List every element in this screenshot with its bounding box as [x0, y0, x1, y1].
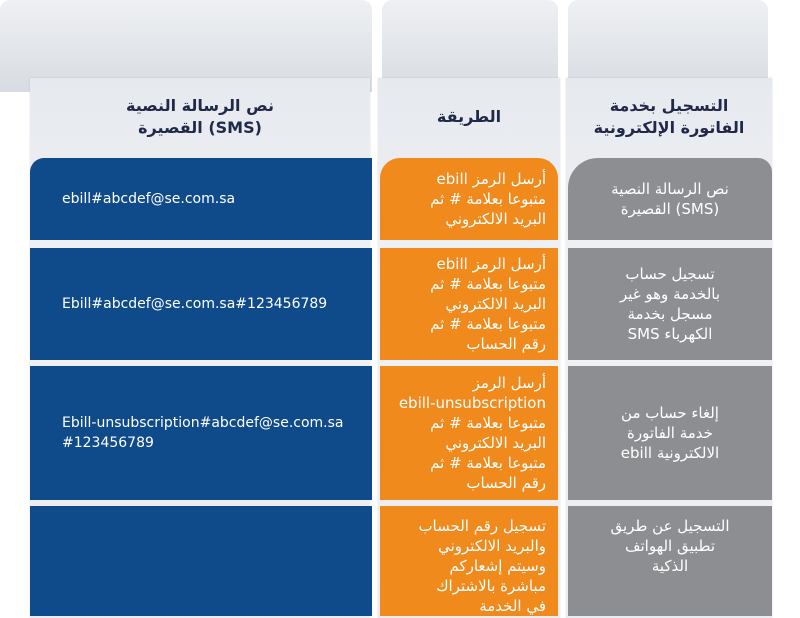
row-1-method: أرسل الرمز ebill متبوعا بعلامة # ثم البريد الالكتروني	[380, 158, 558, 240]
row-2-sms: Ebill#abcdef@se.com.sa#123456789	[30, 248, 372, 360]
row-3-sms: Ebill-unsubscription#abcdef@se.com.sa #123456789	[30, 366, 372, 500]
row-1-label: نص الرسالة النصية (SMS) القصيرة	[568, 158, 772, 240]
row-2-method: أرسل الرمز ebill متبوعا بعلامة # ثم البريد الالكتروني متبوعا بعلامة # ثم رقم الحساب	[380, 248, 558, 360]
row-2-label: تسجيل حساب بالخدمة وهو غير مسجل بخدمة الكهرباء SMS	[568, 248, 772, 360]
header-sms-text: نص الرسالة النصية (SMS) القصيرة	[126, 96, 274, 137]
row-4-label: التسجيل عن طريق تطبيق الهواتف الذكية	[568, 506, 772, 616]
row-3-label: إلغاء حساب من خدمة الفاتورة الالكترونية ebill	[568, 366, 772, 500]
row-3-method: أرسل الرمز ebill-unsubscription متبوعا بعلامة # ثم البريد الالكتروني متبوعا بعلامة # ثم رقم الحساب	[380, 366, 558, 500]
header-method: الطريقة	[436, 107, 502, 126]
header-registration: التسجيل بخدمة الفاتورة الإلكترونية	[593, 96, 745, 137]
row-4-method: تسجيل رقم الحساب والبريد الالكتروني وسيتم إشعاركم مباشرة بالاشتراك في الخدمة	[380, 506, 558, 616]
row-1-sms: ebill#abcdef@se.com.sa	[30, 158, 372, 240]
